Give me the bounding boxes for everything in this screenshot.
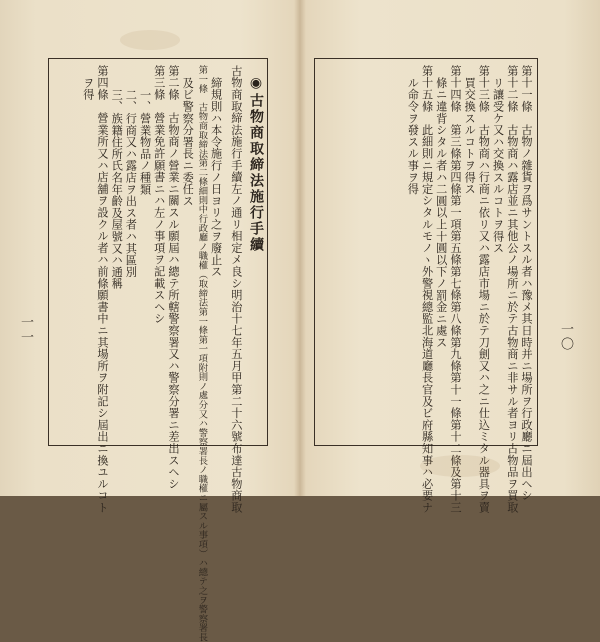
section-title-text: 古物商取締法施行手續 (248, 93, 264, 253)
paper-stain (120, 30, 180, 50)
text-column: 一、營業物品ノ種類 (138, 89, 152, 196)
text-column: 條ニ違背シタル者ハ二圓以上十圓以下ノ罰金ニ處ス (434, 77, 448, 349)
right-page-frame (314, 58, 538, 514)
left-page (0, 0, 298, 642)
right-page-text (319, 65, 533, 514)
text-column: 買交換スルコトヲ得ス (463, 77, 477, 195)
text-column: 古物商取締法施行手續左ノ通リ相定メ良シ明治十七年五月甲第二十六號布達古物商取 (229, 65, 243, 514)
paper-stain (420, 455, 500, 477)
text-column: リ讓受ケ又ハ交換スルコトヲ得ス (491, 77, 505, 254)
page-number: 一一 (18, 315, 33, 345)
text-column: 第十五條 此細則ニ規定シタルモノヽ外警視總監北海道廳長官及ビ府縣知事ハ必要ナ (420, 65, 434, 514)
right-page (302, 0, 600, 514)
text-column: 第十四條 第三條第四條第一項第五條第七條第八條第九條第十一條第十二條及第十三 (448, 65, 462, 514)
text-column: 第三條 營業免許願書ニハ左ノ事項ヲ記載スヘシ (152, 65, 166, 325)
left-page-text (53, 65, 264, 642)
section-title (249, 65, 263, 439)
text-column: 二、行商又ハ露店ヲ出ス者ハ其區別 (124, 89, 138, 278)
text-column: 及ビ警察分署長ニ委任ス (181, 77, 195, 207)
text-column: ヲ得 (81, 77, 95, 101)
text-column: 第二條 古物商ノ營業ニ關スル願屆ハ總テ所轄警察署又ハ警察分署ニ差出スヘシ (166, 65, 180, 490)
text-column: 第十二條 古物商ハ露店並ニ其他公ノ場所ニ於テ古物商ニ非サル者ヨリ古物品ヲ買取 (505, 65, 519, 514)
text-column: 第十三條 古物商ハ行商ニ依リ又ハ露店市場ニ於テ刀劍又ハ之ニ仕込ミタル器具ヲ賣 (477, 65, 491, 514)
text-column: 第一條 古物商取締法第二條細則中行政廳ノ職權（取締法第一條第一項附則ノ處分又ハ警察署長ノ職權ニ屬スル事項）ハ總テ之ヲ警察署長 (196, 65, 208, 642)
text-column: 第四條 營業所又ハ店舖ヲ設クル者ハ前條願書中ニ其場所ヲ附記シ屆出ニ換ユルコト (95, 65, 109, 514)
text-column: 締規則ハ本令施行ノ日ヨリ之ヲ廢止ス (209, 77, 223, 278)
text-column: 第十一條 古物ノ雜貨ヲ爲サントスル者ハ豫メ其日時并ニ場所ヲ行政廳ニ屆出ヘシ (520, 65, 533, 502)
bullet-mark: ◉ (248, 75, 264, 93)
page-number: 一〇 (558, 322, 573, 352)
left-page-frame (48, 58, 268, 642)
text-column: ル命令ヲ發スル事ヲ得 (406, 77, 420, 195)
text-column: 三、族籍住所氏名年齡及屋號又ハ通稱 (110, 89, 124, 290)
